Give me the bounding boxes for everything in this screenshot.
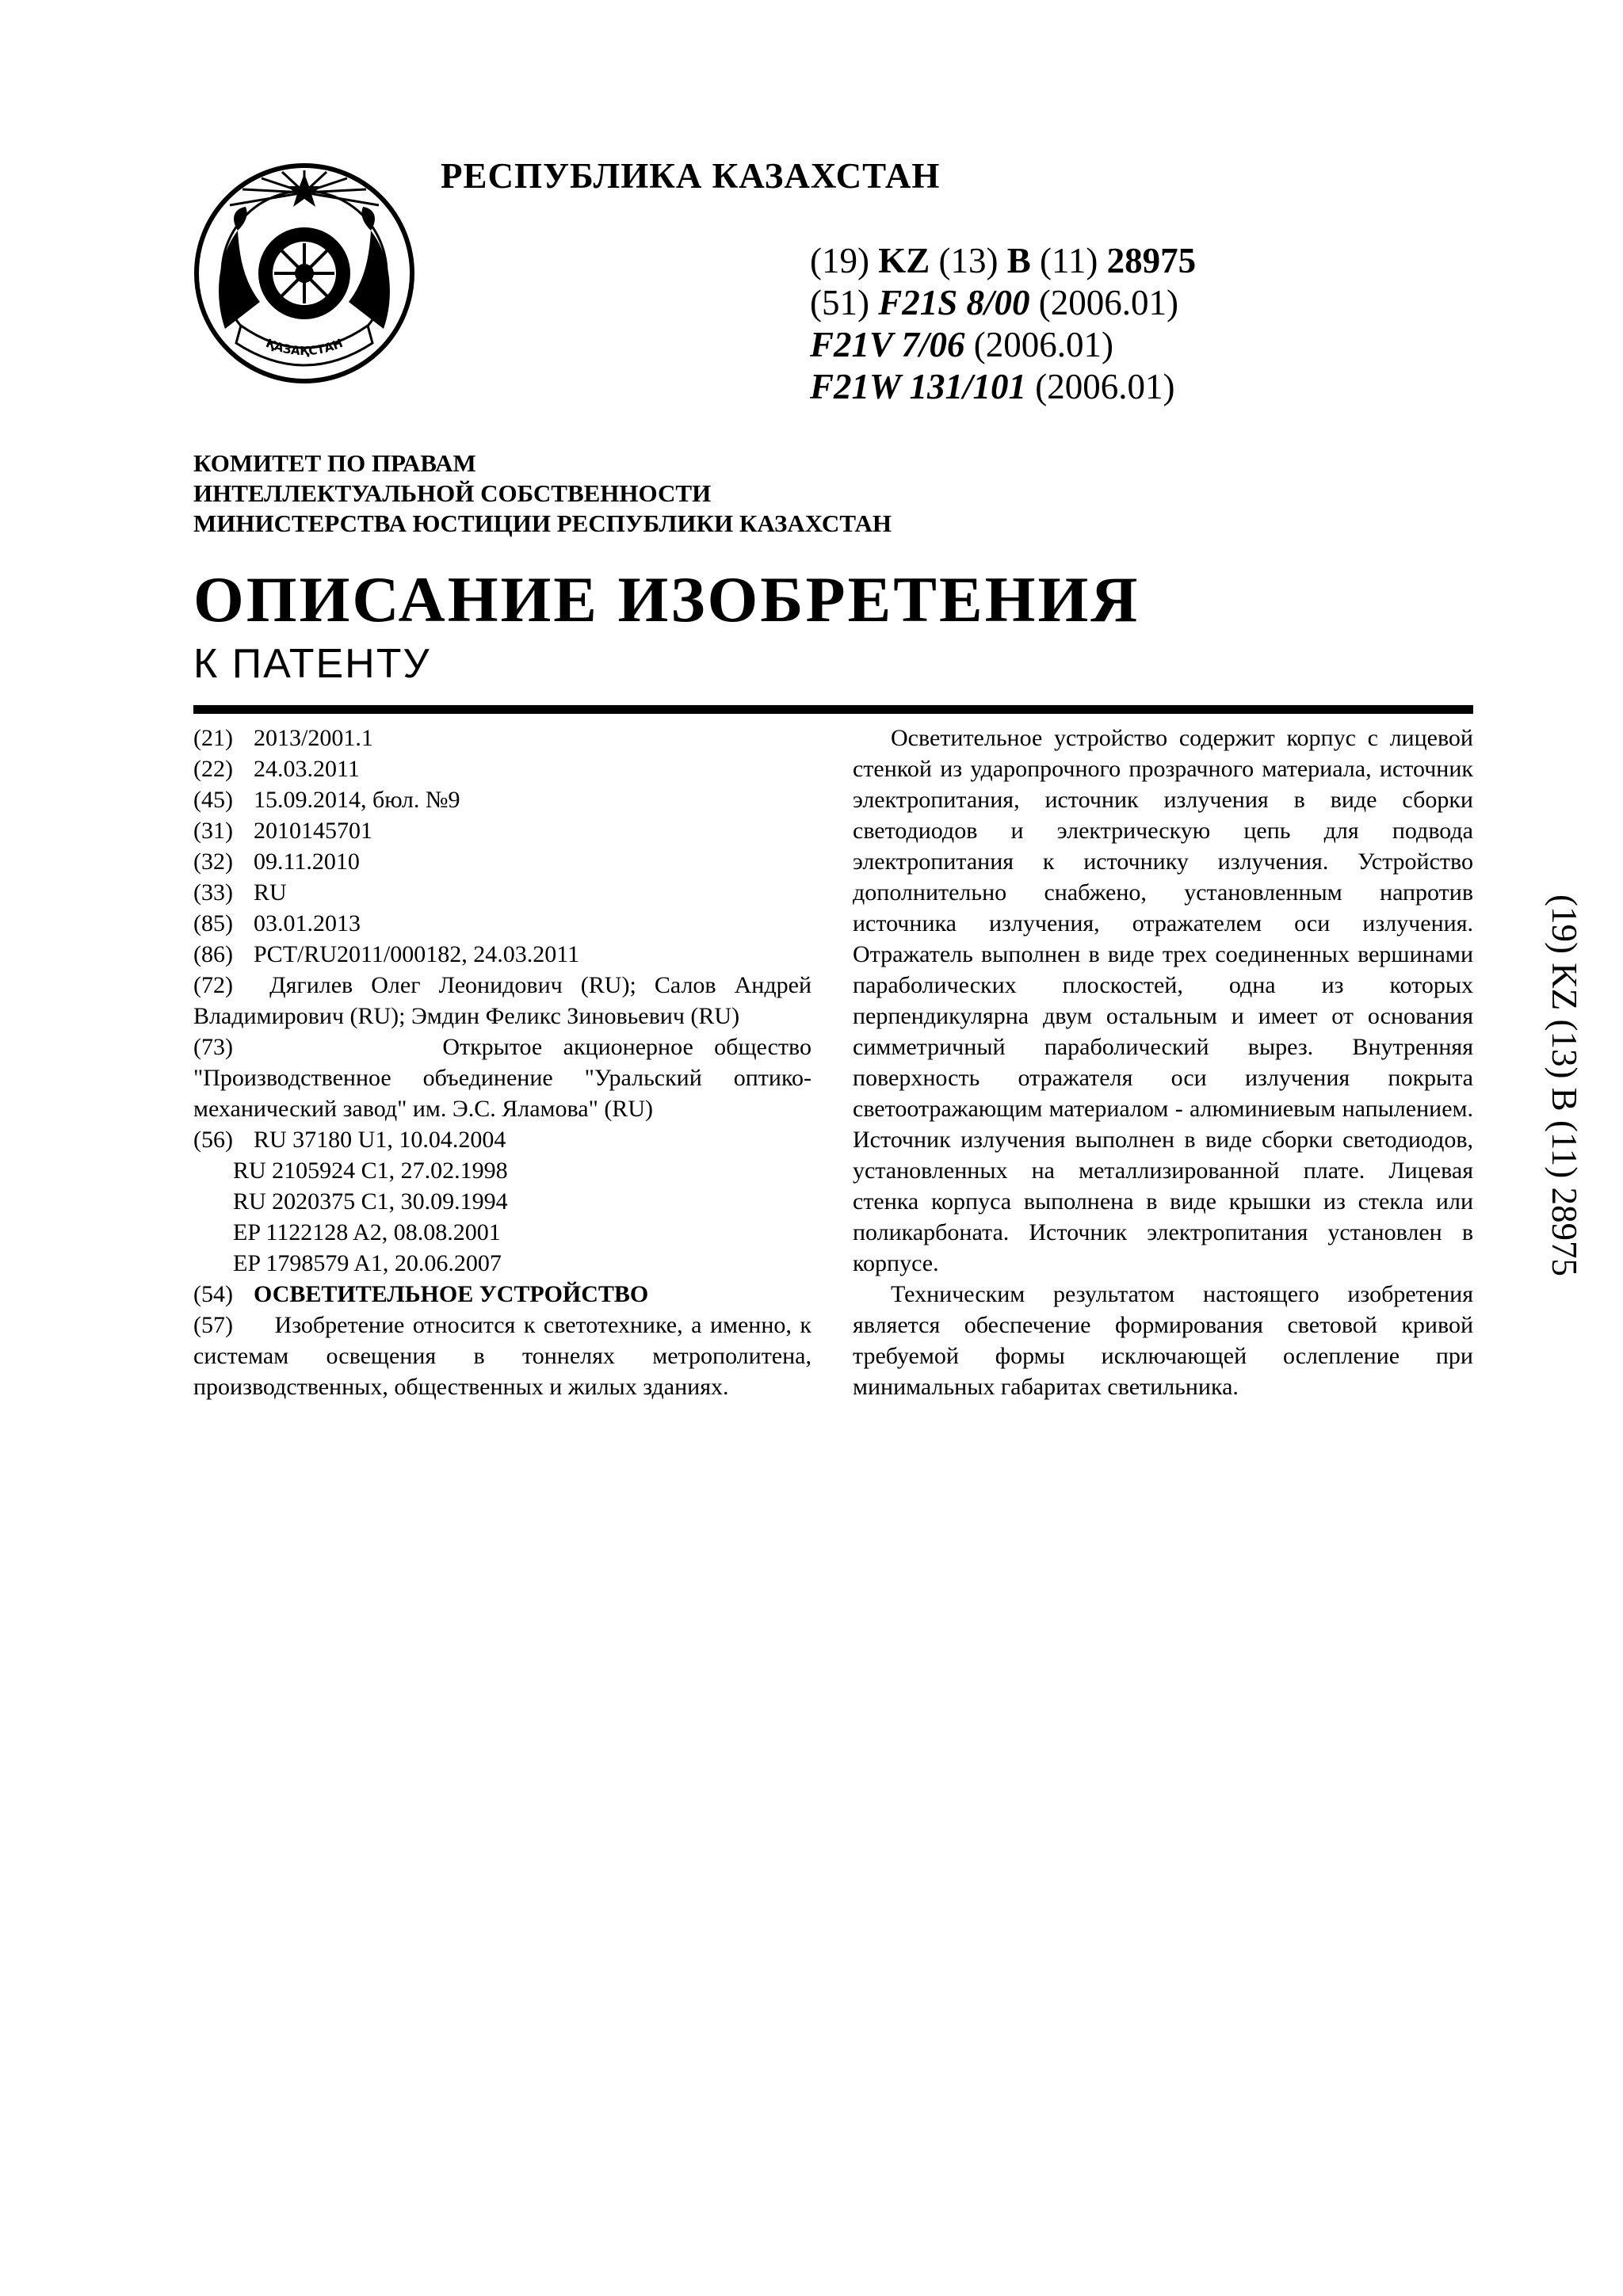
field-21: [193, 723, 812, 753]
application-number: 2013/2001.1: [254, 725, 373, 751]
field-code: (54): [193, 1281, 233, 1307]
reference-item: EP 1798579 A1, 20.06.2007: [233, 1250, 502, 1276]
abstract-paragraph: Осветительное устройство содержит корпус с лицевой стенкой из ударопрочного прозрачного материала, источник электропитания, источник излучения в виде сборки светодиодов и электрическую цепь для подвода электропитания к источнику излучения. Устройство дополнительно снабжено, установленным напротив источника излучения, отражателем оси излучения. Отражатель выполнен в виде трех соединенных вершинами параболических плоскостей, одна из которых перпендикулярна двум остальным и имеет от основания симметричный параболический вырез. Внутренняя поверхность отражателя оси излучения покрыта светоотражающим материалом - алюминиевым напылением. Источник излучения выполнен в виде сборки светодиодов, установленных на металлизированной плате. Лицевая стенка корпуса выполнена в виде крышки из стекла или поликарбоната. Источник электропитания установлен в корпусе.: [853, 725, 1473, 1276]
country-code: KZ: [878, 241, 930, 280]
field-code: (72): [193, 972, 233, 998]
abstract-paragraph: Техническим результатом настоящего изобретения является обеспечение формирования световой кривой требуемой формы исключающей ослепление при минимальных габаритах светильника.: [853, 1281, 1473, 1400]
code-11: (11): [1040, 241, 1098, 280]
field-31: [193, 815, 812, 846]
field-72: [193, 970, 812, 1032]
field-code: (45): [193, 787, 233, 813]
ipc-version: (2006.01): [1038, 283, 1179, 322]
kind-code: B: [1006, 241, 1031, 280]
ipc-class: F21V 7/06: [810, 325, 965, 364]
field-code: (86): [193, 941, 233, 967]
field-code: (85): [193, 910, 233, 936]
field-56: [193, 1124, 812, 1279]
field-code: (73): [193, 1034, 233, 1060]
field-32: [193, 846, 812, 877]
field-33: [193, 877, 812, 908]
abstract-intro: Изобретение относится к светотехнике, а именно, к системам освещения в тоннелях метрополитена, производственных, общественных и жилых зданиях.: [193, 1312, 812, 1400]
pct-application: PCT/RU2011/000182, 24.03.2011: [254, 941, 580, 967]
state-emblem: [193, 162, 415, 384]
ipc-version: (2006.01): [973, 325, 1113, 364]
ipc-class: F21W 131/101: [810, 367, 1026, 406]
field-86: [193, 939, 812, 970]
field-code: (21): [193, 725, 233, 751]
field-code: (33): [193, 879, 233, 906]
committee-line: МИНИСТЕРСТВА ЮСТИЦИИ РЕСПУБЛИКИ КАЗАХСТАН: [193, 509, 892, 537]
national-phase-date: 03.01.2013: [254, 910, 361, 936]
reference-item: EP 1122128 A2, 08.08.2001: [233, 1219, 501, 1245]
patent-codes-block: [810, 240, 1196, 408]
field-22: [193, 753, 812, 784]
reference-item: RU 37180 U1, 10.04.2004: [254, 1127, 506, 1153]
ipc-line-3: [810, 366, 1196, 408]
field-code: (22): [193, 756, 233, 782]
code-19: (19): [810, 241, 869, 280]
ipc-line-2: [810, 324, 1196, 366]
field-code: (57): [193, 1312, 233, 1338]
patent-number: 28975: [1106, 241, 1197, 280]
field-code: (32): [193, 849, 233, 875]
ipc-version: (2006.01): [1035, 367, 1175, 406]
document-title: ОПИСАНИЕ ИЗОБРЕТЕНИЯ: [193, 563, 1140, 635]
emblem-ribbon-text: ҚАЗАҚСТАН: [263, 335, 346, 359]
code-51: (51): [810, 283, 869, 322]
abstract: [853, 723, 1473, 1402]
committee-line: КОМИТЕТ ПО ПРАВАМ: [193, 449, 476, 477]
field-code: (56): [193, 1127, 233, 1153]
field-45: [193, 784, 812, 815]
committee-name: [193, 448, 892, 539]
inventors: Дягилев Олег Леонидович (RU); Салов Андрей Владимирович (RU); Эмдин Феликс Зиновьевич (RU): [193, 972, 812, 1029]
field-54: [193, 1279, 812, 1310]
document-subtitle: К ПАТЕНТУ: [193, 641, 431, 687]
invention-title: ОСВЕТИТЕЛЬНОЕ УСТРОЙСТВО: [254, 1281, 649, 1307]
ipc-line-1: [810, 282, 1196, 324]
code-13: (13): [938, 241, 999, 280]
priority-number: 2010145701: [254, 818, 372, 844]
reference-first: [193, 1124, 812, 1155]
field-85: [193, 908, 812, 939]
ipc-class: F21S 8/00: [878, 283, 1030, 322]
publication-date: 15.09.2014, бюл. №9: [254, 787, 460, 813]
field-code: (31): [193, 818, 233, 844]
priority-country: RU: [254, 879, 287, 906]
field-73: [193, 1032, 812, 1124]
side-identifier-text: (19) KZ (13) B (11) 28975: [1545, 894, 1584, 1276]
bibliographic-data: [193, 723, 812, 1402]
committee-line: ИНТЕЛЛЕКТУАЛЬНОЙ СОБСТВЕННОСТИ: [193, 479, 712, 507]
filing-date: 24.03.2011: [254, 756, 360, 782]
side-identifier: [1537, 879, 1591, 1291]
country-name: РЕСПУБЛИКА КАЗАХСТАН: [441, 156, 941, 196]
reference-item: RU 2105924 C1, 27.02.1998: [233, 1158, 508, 1184]
priority-date: 09.11.2010: [254, 849, 360, 875]
patent-owner: Открытое акционерное общество "Производственное объединение "Уральский оптико-механический завод" им. Э.С. Яламова" (RU): [193, 1034, 812, 1122]
reference-item: RU 2020375 C1, 30.09.1994: [233, 1188, 508, 1215]
field-57: [193, 1310, 812, 1402]
publication-line: [810, 240, 1196, 282]
header-divider: [193, 705, 1473, 714]
